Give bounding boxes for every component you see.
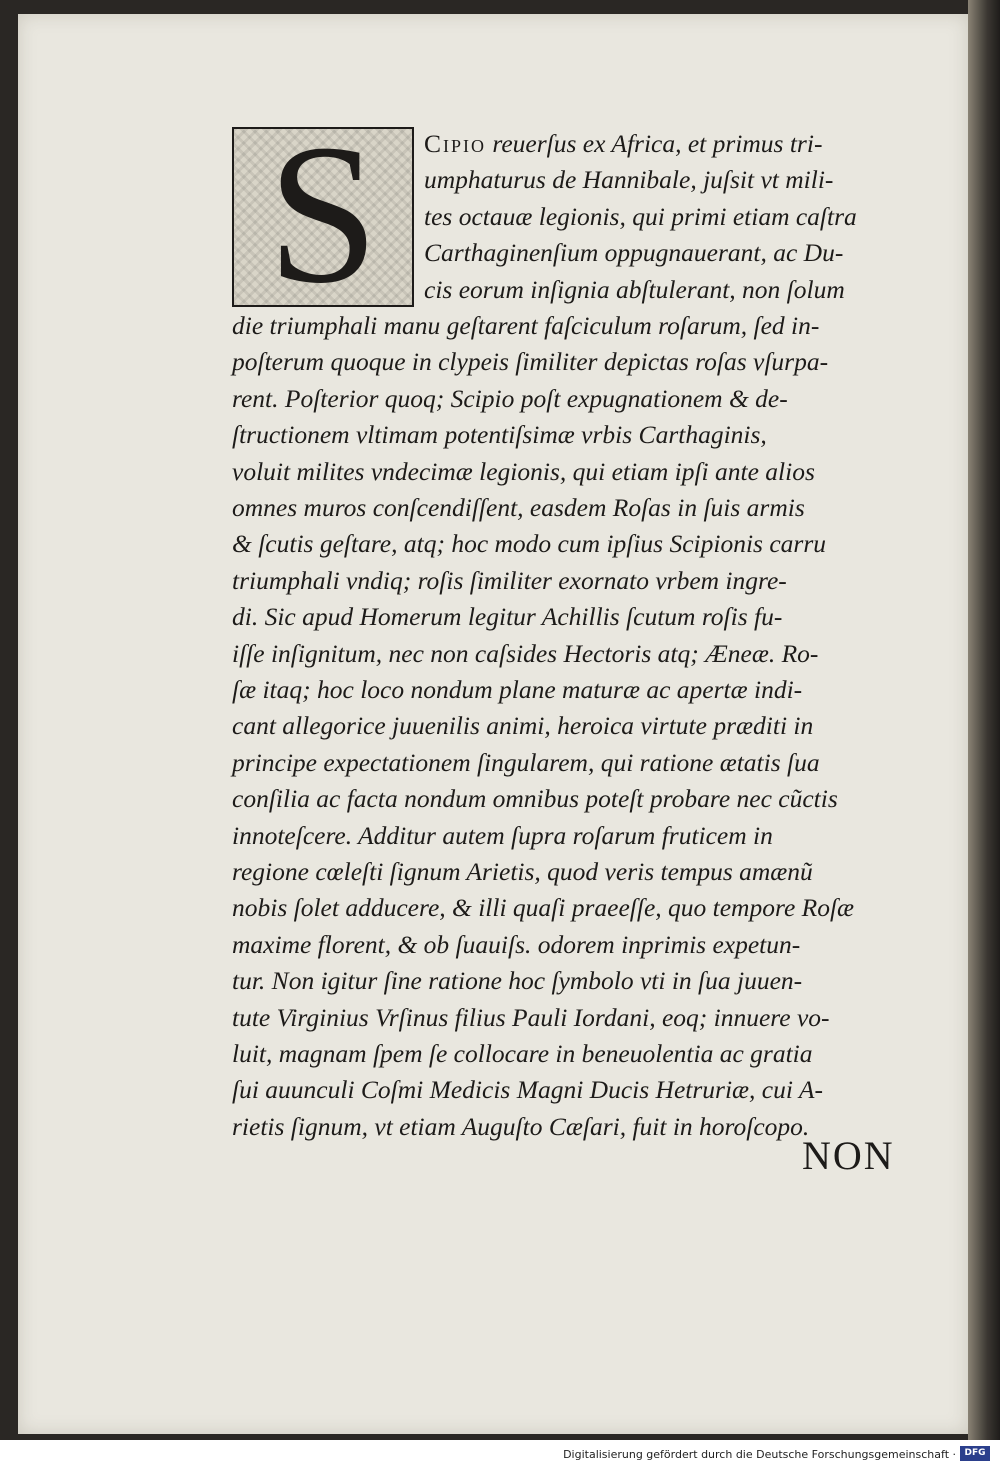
text-line: iſſe inſignitum, nec non caſsides Hectoris atq; Æneæ. Ro-	[232, 638, 819, 668]
text-line: Carthaginenſium oppugnauerant, ac Du-	[424, 238, 844, 268]
page-gutter	[968, 0, 1000, 1440]
footer-credit: Digitalisierung gefördert durch die Deutsche Forschungsgemeinschaft ·	[563, 1448, 956, 1461]
text-line: conſilia ac facta nondum omnibus poteſt probare nec cũctis	[232, 784, 838, 814]
decorated-initial	[232, 104, 414, 325]
text-line: di. Sic apud Homerum legitur Achillis ſcutum roſis fu-	[232, 602, 783, 632]
catchword: NON	[802, 1133, 895, 1178]
text-line: die triumphali manu geſtarent faſciculum roſarum, ſed in-	[232, 311, 820, 340]
text-line: poſterum quoque in clypeis ſimiliter depictas roſas vſurpa-	[232, 347, 829, 377]
text-line: rent. Poſterior quoq; Scipio poſt expugnationem & de-	[232, 383, 788, 413]
text-line: ſæ itaq; hoc loco nondum plane maturæ ac apertæ indi-	[232, 675, 803, 704]
dfg-logo-icon: DFG	[960, 1446, 990, 1461]
text-line: maxime florent, & ob ſuauiſs. odorem inprimis expetun-	[232, 929, 801, 959]
text-line: nobis ſolet adducere, & illi quaſi praeeſſe, quo tempore Roſæ	[232, 893, 855, 923]
text-line: luit, magnam ſpem ſe collocare in beneuolentia ac gratia	[232, 1039, 813, 1068]
text-line: & ſcutis geſtare, atq; hoc modo cum ipſius Scipionis carru	[232, 529, 826, 559]
text-line: rietis ſignum, vt etiam Auguſto Cæſari, fuit in horoſcopo.	[232, 1111, 810, 1141]
text-line: tute Virginius Vrſinus filius Pauli Iordani, eoq; innuere vo-	[232, 1002, 830, 1032]
text-line: cant allegorice juuenilis animi, heroica virtute præditi in	[232, 711, 814, 741]
text-line: triumphali vndiq; roſis ſimiliter exornato vrbem ingre-	[232, 565, 787, 595]
text-line: ſui auunculi Coſmi Medicis Magni Ducis Hetruriæ, cui A-	[232, 1075, 823, 1105]
text-line: regione cœleſti ſignum Arietis, quod veris tempus amænũ	[232, 857, 813, 886]
text-line-content: reuerſus ex Africa, et primus tri-	[492, 129, 823, 158]
text-line: cis eorum inſignia abſtulerant, non ſolum	[424, 274, 845, 304]
text-line: voluit milites vndecimæ legionis, qui etiam ipſi ante alios	[232, 456, 815, 486]
text-line: omnes muros conſcendiſſent, easdem Roſas in ſuis armis	[232, 493, 805, 522]
text-line: tur. Non igitur ſine ratione hoc ſymbolo vti in ſua juuen-	[232, 966, 803, 996]
text-line	[424, 126, 822, 162]
text-line: ſtructionem vltimam potentiſsimæ vrbis Carthaginis,	[232, 420, 767, 450]
text-line: umphaturus de Hannibale, juſsit vt mili-	[424, 165, 834, 195]
text-line: principe expectationem ſingularem, qui ratione ætatis ſua	[232, 747, 820, 777]
decorated-initial-letter: S	[267, 104, 379, 325]
text-line: innoteſcere. Additur autem ſupra roſarum fruticem in	[232, 820, 773, 850]
text-line: tes octauæ legionis, qui primi etiam caſtra	[424, 201, 857, 231]
footer-bar	[0, 1440, 1000, 1468]
opening-word: Cipio	[424, 129, 487, 158]
